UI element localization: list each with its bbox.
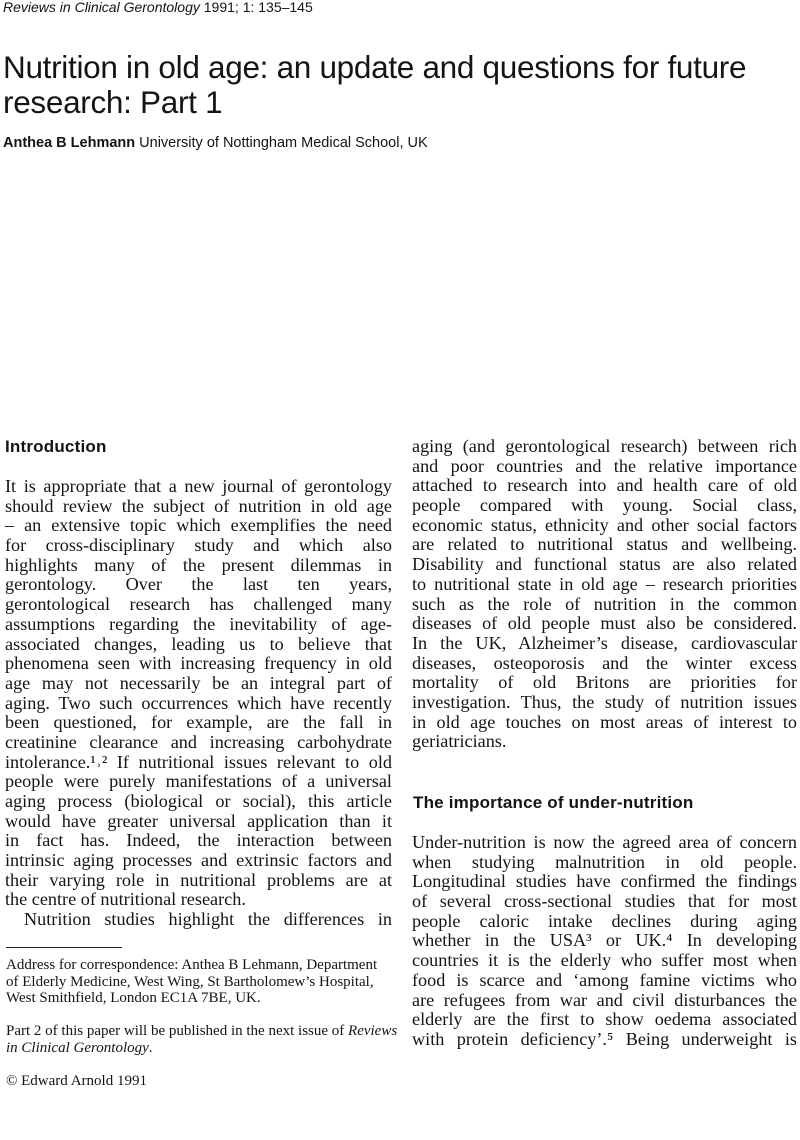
text-line: – an extensive topic which exemplifies the need bbox=[5, 515, 392, 536]
text-line: countries it is the elderly who suffer most when bbox=[412, 950, 797, 971]
text-line: Longitudinal studies have confirmed the findings bbox=[412, 871, 797, 892]
text-line: creatinine clearance and increasing carbohydrate bbox=[5, 731, 392, 752]
text-line: In the UK, Alzheimer’s disease, cardiovascular bbox=[412, 632, 797, 653]
text-line: for cross-disciplinary study and which also bbox=[5, 535, 392, 556]
text-line: when studying malnutrition in old people. bbox=[412, 851, 797, 872]
text-line: are refugees from war and civil disturbances the bbox=[412, 989, 797, 1010]
text-line: and poor countries and the relative importance bbox=[412, 455, 797, 476]
text-line: with protein deficiency’.⁵ Being underweight is bbox=[412, 1028, 797, 1049]
text-line: Nutrition studies highlight the differences in bbox=[24, 909, 392, 930]
text-line: highlights many of the present dilemmas in bbox=[5, 554, 392, 575]
text-line: in old age touches on most areas of interest to bbox=[412, 711, 797, 732]
text-line: economic status, ethnicity and other social factors bbox=[412, 514, 797, 535]
text-line: been questioned, for example, are the fall in bbox=[5, 712, 392, 733]
text-line: mortality of old Britons are priorities for bbox=[412, 672, 797, 693]
part2-end: . bbox=[148, 1039, 153, 1056]
text-line: associated changes, leading us to believe that bbox=[5, 633, 392, 654]
text-line: would have greater universal application than it bbox=[5, 810, 392, 831]
text-line: should review the subject of nutrition in old age bbox=[5, 495, 392, 516]
text-line: aging. Two such occurrences which have recently bbox=[5, 692, 392, 713]
part2-journal: in Clinical Gerontology bbox=[6, 1039, 149, 1056]
text-line: whether in the USA³ or UK.⁴ In developing bbox=[412, 930, 797, 951]
under-nutrition-body bbox=[412, 833, 797, 1050]
citation: 1991; 1: 135–145 bbox=[203, 0, 313, 15]
text-line: aging (and gerontological research) between rich bbox=[412, 436, 797, 456]
text-line: of several cross-sectional studies that for most bbox=[412, 891, 797, 912]
text-line: Under-nutrition is now the agreed area of concern bbox=[412, 832, 797, 852]
part2-journal: Reviews bbox=[348, 1023, 398, 1039]
text-line: Disability and functional status are also related bbox=[412, 554, 797, 575]
author-affiliation: University of Nottingham Medical School, UK bbox=[139, 135, 428, 151]
text-line: diseases of old people must also be considered. bbox=[412, 613, 797, 634]
text-line: the centre of nutritional research. bbox=[5, 889, 246, 910]
address-line: Address for correspondence: Anthea B Lehmann, Department bbox=[6, 957, 378, 973]
article-title bbox=[3, 50, 746, 120]
text-line: their varying role in nutritional problems are at bbox=[5, 869, 392, 890]
text-line: investigation. Thus, the study of nutrition issues bbox=[412, 691, 797, 712]
copyright: © Edward Arnold 1991 bbox=[6, 1072, 147, 1089]
footnotes bbox=[6, 957, 396, 1089]
text-line: are related to nutritional status and wellbeing. bbox=[412, 534, 797, 555]
address-line: of Elderly Medicine, West Wing, St Bartholomew’s Hospital, bbox=[6, 973, 374, 990]
text-line: people caloric intake declines during aging bbox=[412, 910, 797, 931]
author-name: Anthea B Lehmann bbox=[3, 135, 136, 151]
title-line: Nutrition in old age: an update and questions for future bbox=[3, 49, 747, 85]
left-column-body bbox=[5, 477, 392, 930]
journal-name: Reviews in Clinical Gerontology bbox=[3, 0, 200, 15]
text-line: intolerance.¹˒² If nutritional issues relevant to old bbox=[5, 751, 392, 772]
text-line: It is appropriate that a new journal of gerontology bbox=[5, 476, 392, 496]
part2-note bbox=[6, 1023, 396, 1040]
footnote-divider bbox=[6, 947, 122, 948]
text-line: intrinsic aging processes and extrinsic factors and bbox=[5, 850, 392, 871]
running-header bbox=[3, 0, 313, 16]
part2-note-cont bbox=[6, 1040, 396, 1057]
section-heading-under-nutrition: The importance of under-nutrition bbox=[413, 793, 694, 812]
text-line: such as the role of nutrition in the common bbox=[412, 593, 797, 614]
text-line: attached to research into and health care of old bbox=[412, 475, 797, 496]
author-line bbox=[3, 134, 428, 152]
text-line: in fact has. Indeed, the interaction between bbox=[5, 830, 392, 851]
right-column-body bbox=[412, 437, 797, 752]
text-line: gerontology. Over the last ten years, bbox=[5, 574, 392, 595]
part2-text: Part 2 of this paper will be published in the next issue of bbox=[6, 1023, 345, 1039]
text-line: food is scarce and ‘among famine victims who bbox=[412, 969, 797, 990]
text-line: diseases, osteoporosis and the winter excess bbox=[412, 652, 797, 673]
text-line: assumptions regarding the inevitability of age- bbox=[5, 613, 392, 634]
text-line: to nutritional state in old age – research priorities bbox=[412, 573, 797, 594]
text-line: phenomena seen with increasing frequency in old bbox=[5, 653, 392, 674]
title-line: research: Part 1 bbox=[3, 84, 223, 120]
text-line: gerontological research has challenged many bbox=[5, 594, 392, 615]
text-line: aging process (biological or social), this article bbox=[5, 791, 392, 811]
text-line: geriatricians. bbox=[412, 731, 507, 752]
text-line: people were purely manifestations of a universal bbox=[5, 771, 392, 792]
address-line: West Smithfield, London EC1A 7BE, UK. bbox=[6, 990, 261, 1006]
text-line: elderly are the first to show oedema associated bbox=[412, 1009, 797, 1030]
text-line: people compared with young. Social class, bbox=[412, 495, 797, 516]
section-heading-introduction: Introduction bbox=[5, 437, 107, 456]
text-line: age may not necessarily be an integral part of bbox=[5, 672, 392, 693]
